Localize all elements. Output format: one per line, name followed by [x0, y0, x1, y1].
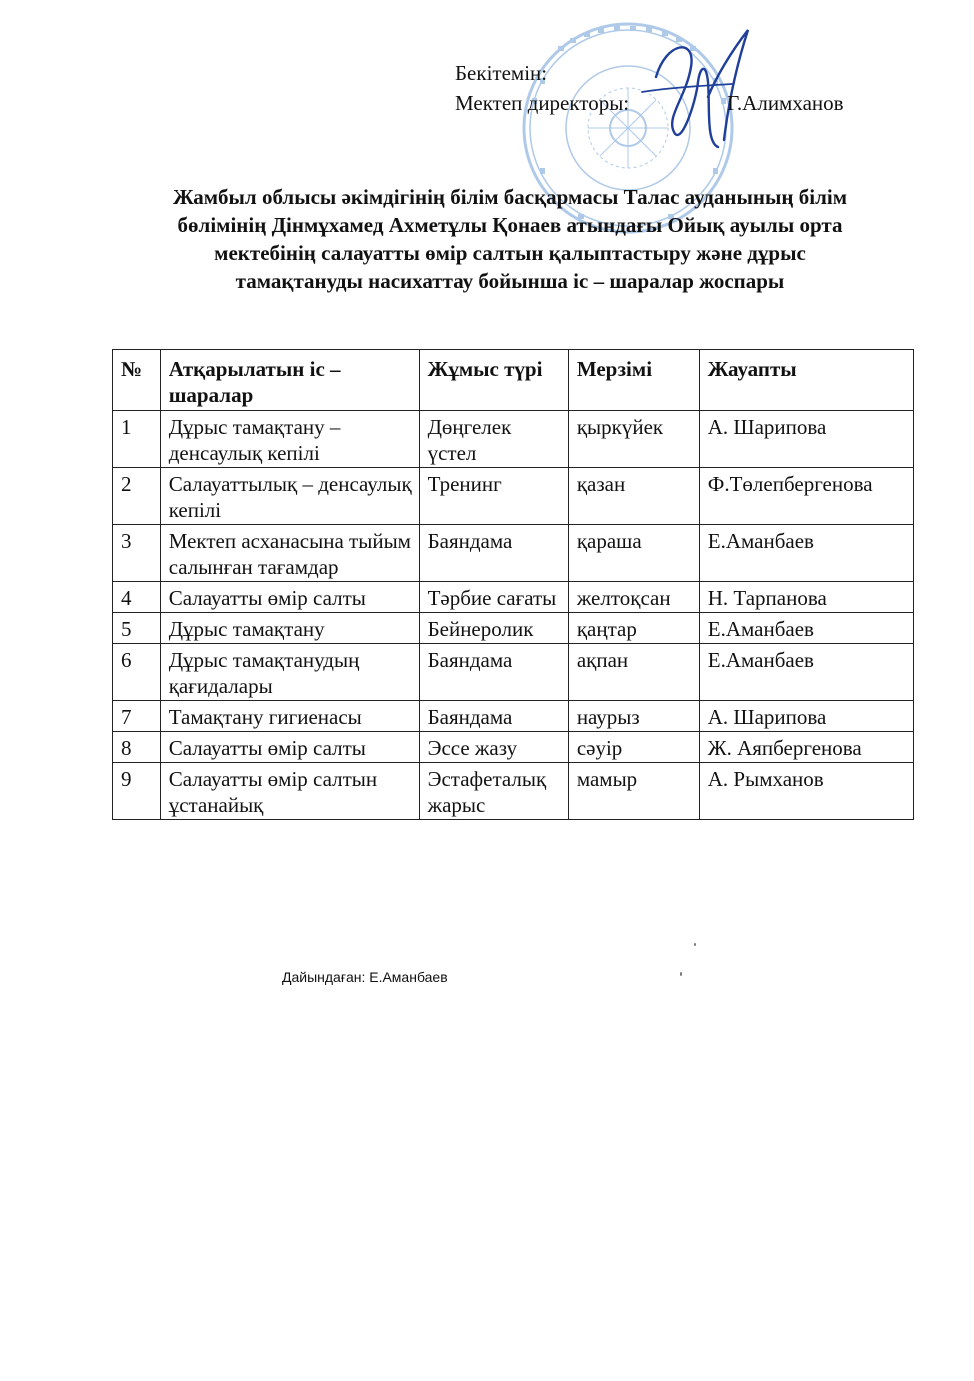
cell-number: 5 [113, 613, 161, 644]
table-row [113, 644, 914, 701]
cell-deadline: қаңтар [568, 613, 699, 644]
cell-deadline: қыркүйек [568, 411, 699, 468]
director-name: Г.Алимханов [727, 91, 844, 115]
cell-work-type: Дөңгелек үстел [419, 411, 568, 468]
cell-activity: Тамақтану гигиенасы [160, 701, 419, 732]
cell-number: 6 [113, 644, 161, 701]
cell-deadline: сәуір [568, 732, 699, 763]
column-header-activities: Атқарылатын іс – шаралар [160, 350, 419, 411]
cell-responsible: А. Шарипова [699, 701, 913, 732]
table-row [113, 701, 914, 732]
cell-work-type: Эстафеталық жарыс [419, 763, 568, 820]
cell-responsible: А. Шарипова [699, 411, 913, 468]
table-row [113, 763, 914, 820]
cell-work-type: Баяндама [419, 525, 568, 582]
cell-work-type: Баяндама [419, 701, 568, 732]
cell-responsible: Е.Аманбаев [699, 644, 913, 701]
scan-speck [694, 943, 696, 946]
cell-responsible: Ж. Аяпбергенова [699, 732, 913, 763]
cell-number: 2 [113, 468, 161, 525]
column-header-work-type: Жұмыс түрі [419, 350, 568, 411]
cell-number: 3 [113, 525, 161, 582]
column-header-responsible: Жауапты [699, 350, 913, 411]
cell-number: 1 [113, 411, 161, 468]
cell-deadline: наурыз [568, 701, 699, 732]
cell-responsible: А. Рымханов [699, 763, 913, 820]
cell-activity: Салауаттылық – денсаулық кепілі [160, 468, 419, 525]
cell-number: 7 [113, 701, 161, 732]
prepared-by: Дайындаған: Е.Аманбаев [282, 969, 448, 985]
cell-work-type: Баяндама [419, 644, 568, 701]
cell-number: 8 [113, 732, 161, 763]
cell-activity: Салауатты өмір салтын ұстанайық [160, 763, 419, 820]
table-row [113, 582, 914, 613]
cell-responsible: Ф.Төлепбергенова [699, 468, 913, 525]
cell-activity: Дұрыс тамақтану – денсаулық кепілі [160, 411, 419, 468]
table-body [113, 411, 914, 820]
table-row [113, 468, 914, 525]
cell-responsible: Е.Аманбаев [699, 525, 913, 582]
cell-work-type: Эссе жазу [419, 732, 568, 763]
document-title: Жамбыл облысы әкімдігінің білім басқармасы Талас ауданының білім бөлімінің Дінмұхамед Ахметұлы Қонаев атындағы Ойық ауылы орта мектебінің салауатты өмір салтын қалыптастыру және дұрыс тамақтануды насихаттау бойынша іс – шаралар жоспары [172, 185, 848, 293]
cell-deadline: желтоқсан [568, 582, 699, 613]
cell-activity: Мектеп асханасына тыйым салынған тағамдар [160, 525, 419, 582]
cell-activity: Салауатты өмір салты [160, 582, 419, 613]
table-header-row [113, 350, 914, 411]
column-header-deadline: Мерзімі [568, 350, 699, 411]
scan-speck [680, 972, 682, 976]
cell-work-type: Бейнеролик [419, 613, 568, 644]
cell-activity: Дұрыс тамақтану [160, 613, 419, 644]
director-position: Мектеп директоры: [455, 91, 630, 115]
table-row [113, 411, 914, 468]
cell-activity: Дұрыс тамақтанудың қағидалары [160, 644, 419, 701]
approval-block [455, 58, 844, 118]
cell-activity: Салауатты өмір салты [160, 732, 419, 763]
cell-number: 9 [113, 763, 161, 820]
cell-deadline: қараша [568, 525, 699, 582]
cell-work-type: Тренинг [419, 468, 568, 525]
cell-deadline: ақпан [568, 644, 699, 701]
column-header-number: № [113, 350, 161, 411]
cell-work-type: Тәрбие сағаты [419, 582, 568, 613]
table-row [113, 613, 914, 644]
activity-plan-table [112, 349, 914, 820]
cell-deadline: мамыр [568, 763, 699, 820]
approval-heading: Бекітемін: [455, 61, 548, 85]
cell-responsible: Н. Тарпанова [699, 582, 913, 613]
cell-number: 4 [113, 582, 161, 613]
table-row [113, 732, 914, 763]
cell-deadline: қазан [568, 468, 699, 525]
table-row [113, 525, 914, 582]
cell-responsible: Е.Аманбаев [699, 613, 913, 644]
